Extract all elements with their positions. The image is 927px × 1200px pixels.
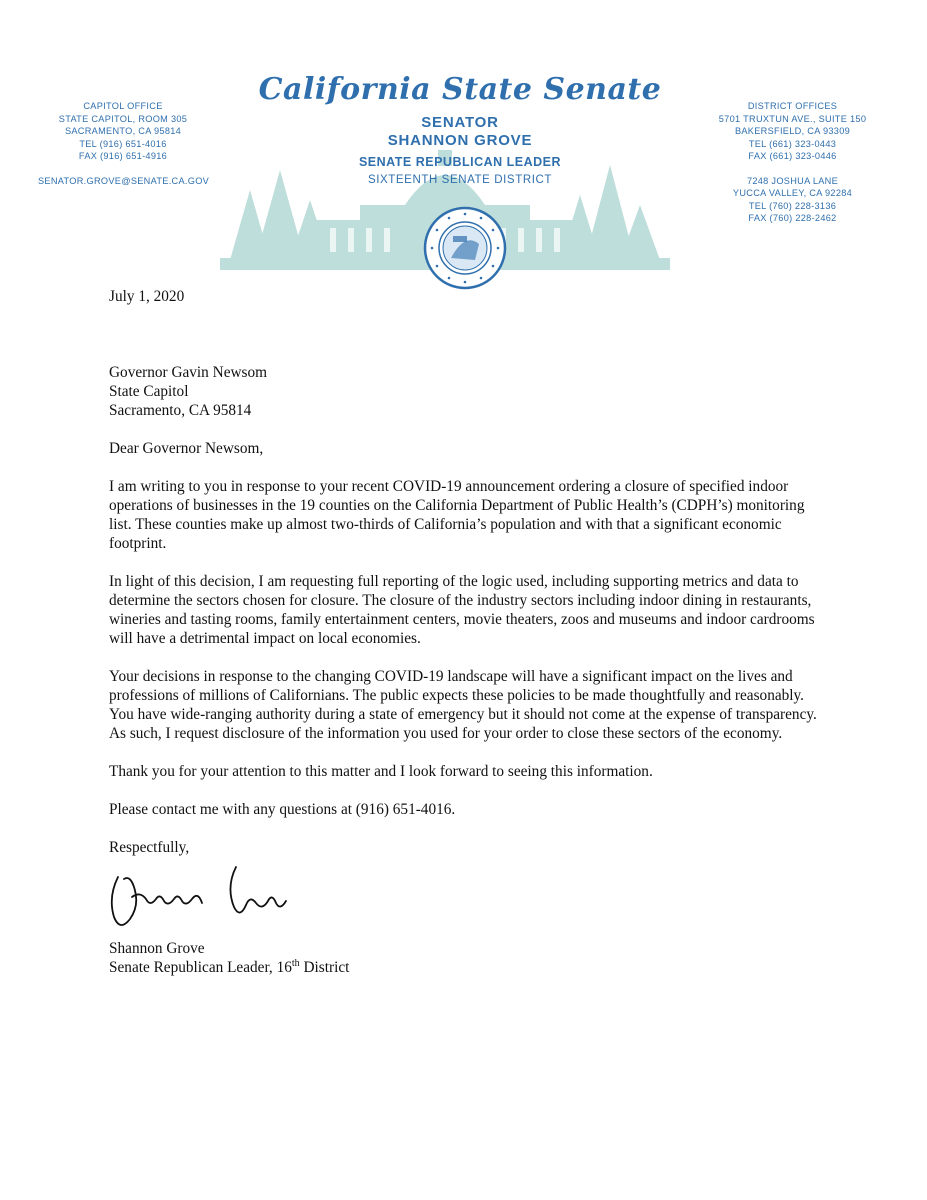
closing: Respectfully,: [109, 839, 190, 856]
letter-date: July 1, 2020: [109, 288, 185, 305]
capitol-office-block: [38, 100, 208, 187]
recipient-name: Governor Gavin Newsom: [109, 364, 268, 381]
recipient-line3: Sacramento, CA 95814: [109, 402, 252, 419]
letter-body: [109, 287, 829, 977]
capitol-office-address2: SACRAMENTO, CA 95814: [64, 126, 182, 136]
signer-title: [109, 958, 829, 977]
capitol-office-email: SENATOR.GROVE@SENATE.CA.GOV: [38, 175, 210, 186]
salutation: Dear Governor Newsom,: [109, 440, 264, 457]
paragraph-3: Your decisions in response to the changing COVID-19 landscape will have a significant impact on the lives and professions of millions of Californians. The public expects these policies to be made thoughtfully and reasonably. You have wide-ranging authority during a state of emergency but it should not come at the expense of transparency. As such, I request disclosure of the information you used for your order to close these sectors of the economy.: [109, 668, 817, 742]
senate-district: SIXTEENTH SENATE DISTRICT: [367, 174, 553, 186]
letterhead-title-block: [250, 70, 670, 188]
district-office2-address2: YUCCA VALLEY, CA 92284: [732, 188, 853, 198]
signature: [109, 857, 829, 939]
district-office1-tel: TEL (661) 323-0443: [748, 138, 837, 149]
paragraph-4: Thank you for your attention to this matter and I look forward to seeing this information.: [109, 763, 653, 780]
district-offices-heading: DISTRICT OFFICES: [747, 101, 838, 111]
signer-title-prefix: Senate Republican Leader, 16: [109, 959, 292, 976]
signer-name: Shannon Grove: [109, 940, 205, 957]
district-office1-fax: FAX (661) 323-0446: [748, 151, 837, 161]
district-office2-address1: 7248 JOSHUA LANE: [746, 175, 839, 186]
paragraph-2: In light of this decision, I am requesting full reporting of the logic used, including supporting metrics and data to determine the sectors chosen for closure. The closure of the industry sectors including indoor dining in restaurants, wineries and tasting rooms, family entertainment centers, movie theaters, zoos and museums and indoor cardrooms will have a detrimental impact on local economies.: [109, 573, 815, 647]
capitol-office-tel: TEL (916) 651-4016: [79, 138, 167, 149]
senate-seal-icon: [423, 206, 507, 290]
district-office2-fax: FAX (760) 228-2462: [748, 213, 837, 223]
capitol-office-heading: CAPITOL OFFICE: [83, 101, 163, 111]
recipient-address: [109, 363, 829, 420]
senate-title: California State Senate: [258, 72, 662, 107]
paragraph-5: Please contact me with any questions at (916) 651-4016.: [109, 801, 456, 818]
senator-name: SHANNON GROVE: [387, 132, 533, 149]
recipient-line2: State Capitol: [109, 383, 189, 400]
district-office1-address1: 5701 TRUXTUN AVE., SUITE 150: [718, 113, 867, 124]
signature-icon: [106, 857, 306, 937]
district-office2-tel: TEL (760) 228-3136: [748, 200, 837, 211]
paragraph-1: I am writing to you in response to your recent COVID-19 announcement ordering a closure of specified indoor operations of businesses in the 19 counties on the California Department of Public Health’s (CDPH’s) monitoring list. These counties make up almost two-thirds of California’s population and with that a significant economic footprint.: [109, 478, 805, 552]
district-office1-address2: BAKERSFIELD, CA 93309: [734, 126, 851, 136]
capitol-office-address1: STATE CAPITOL, ROOM 305: [58, 113, 188, 124]
senator-role: SENATE REPUBLICAN LEADER: [358, 155, 562, 169]
signer-title-sup: th: [291, 957, 300, 969]
capitol-office-fax: FAX (916) 651-4916: [78, 151, 168, 161]
senator-label: SENATOR: [421, 114, 499, 131]
signer-title-suffix: District: [299, 959, 350, 976]
district-offices-block: [700, 100, 885, 225]
